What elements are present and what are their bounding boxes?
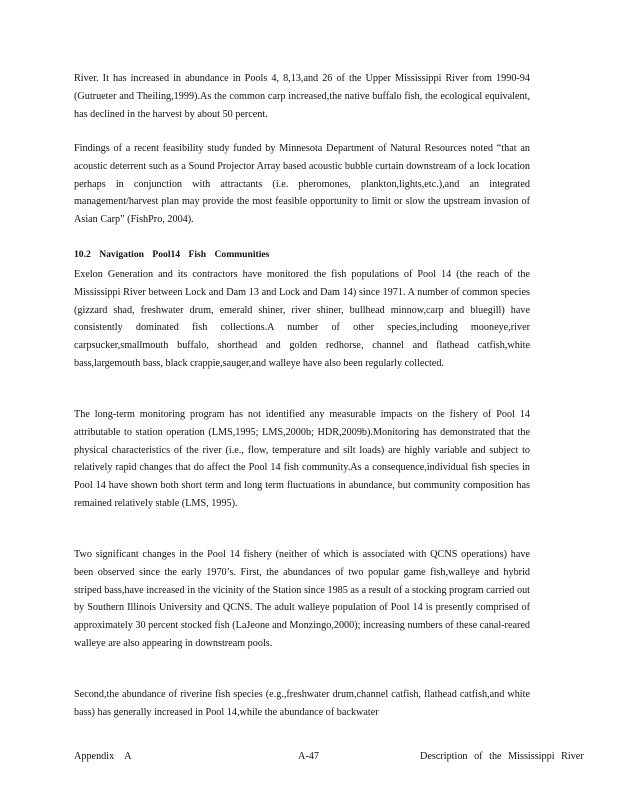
paragraph-carp-abundance: River. It has increased in abundance in Pools 4, 8,13,and 26 of the Upper Mississippi River from 1990-94 (Gutrueter and Theiling,1999).As the common carp increased,the native buffalo fish, the ecological equivalent, has declined in the harvest by about 50 percent.	[74, 73, 530, 120]
section-heading: 10.2 Navigation Pool14 Fish Communities	[74, 249, 270, 260]
footer-appendix-label: Appendix A	[74, 751, 132, 762]
paragraph-riverine-species: Second,the abundance of riverine fish species (e.g.,freshwater drum,channel catfish, flathead catfish,and white bass) has generally increased in Pool 14,while the abundance of backwater	[74, 689, 530, 718]
paragraph-monitoring-pools: Exelon Generation and its contractors have monitored the fish populations of Pool 14 (the reach of the Mississippi River between Lock and Dam 13 and Lock and Dam 14) since 1971. A number of common species (gizzard shad, freshwater drum, emerald shiner, river shiner, bullhead minnow,carp and bluegill) have consistently dominated fish collections.A number of other species,including mooneye,river carpsucker,smallmouth buffalo, shorthead and golden redhorse, channel and flathead catfish,white bass,largemouth bass, black crappie,sauger,and walleye have also been regularly collected.	[74, 269, 530, 369]
footer-page-number: A-47	[298, 751, 319, 762]
paragraph-significant-changes: Two significant changes in the Pool 14 fishery (neither of which is associated with QCNS operations) have been observed since the early 1970’s. First, the abundances of two popular game fish,walleye and hybrid striped bass,have increased in the vicinity of the Station since 1985 as a result of a stocking program carried out by Southern Illinois University and QCNS. The adult walleye population of Pool 14 is presently comprised of approximately 30 percent stocked fish (LaJeone and Monzingo,2000); increasing numbers of these canal-reared walleye are also appearing in downstream pools.	[74, 549, 530, 649]
paragraph-feasibility-study: Findings of a recent feasibility study funded by Minnesota Department of Natural Resources noted “that an acoustic deterrent such as a Sound Projector Array based acoustic bubble curtain downstream of a lock location perhaps in conjunction with attractants (i.e. pheromones, plankton,lights,etc.),and an integrated management/harvest plan may provide the most feasible opportunity to limit or slow the upstream invasion of Asian Carp” (FishPro, 2004).	[74, 143, 530, 226]
footer-section-title: Description of the Mississippi River	[420, 751, 584, 762]
paragraph-long-term-monitoring: The long-term monitoring program has not identified any measurable impacts on the fishery of Pool 14 attributable to station operation (LMS,1995; LMS,2000b; HDR,2009b).Monitoring has demonstrated that the physical characteristics of the river (i.e., flow, temperature and silt loads) are highly variable and subject to relatively rapid changes that do affect the Pool 14 fish community.As a consequence,individual fish species in Pool 14 have shown both short term and long term fluctuations in abundance, but community composition has remained relatively stable (LMS, 1995).	[74, 409, 530, 509]
